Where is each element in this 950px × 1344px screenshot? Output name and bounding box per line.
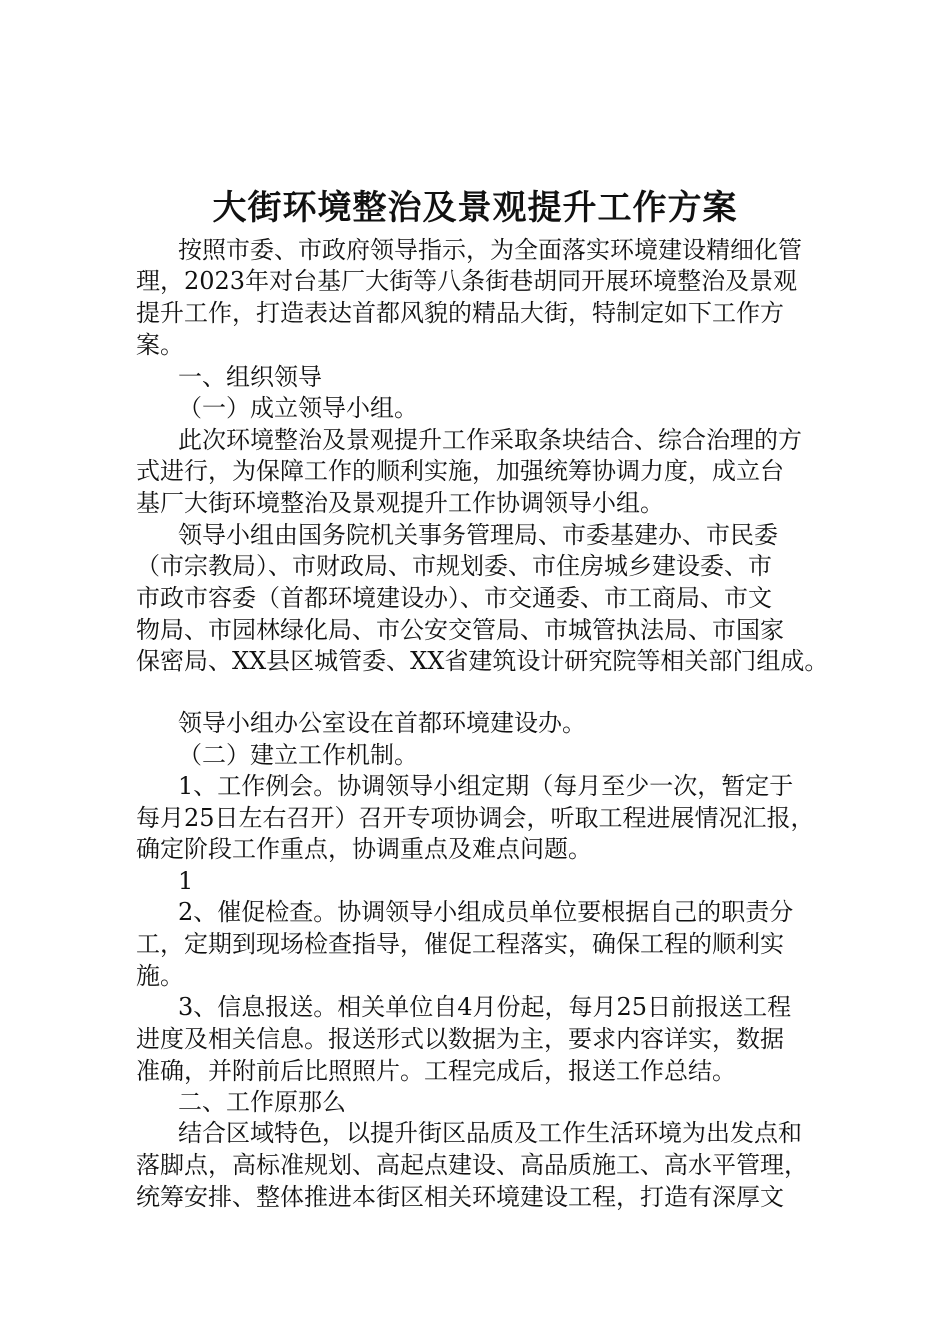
section-heading: 一、组织领导 [178,363,322,391]
paragraph-line: 领导小组由国务院机关事务管理局、市委基建办、市民委 [178,521,778,549]
paragraph-line: 2、催促检查。协调领导小组成员单位要根据自己的职责分 [178,898,794,926]
paragraph-line: 工，定期到现场检查指导，催促工程落实，确保工程的顺利实 [136,930,784,958]
paragraph-line: 市政市容委（首都环境建设办）、市交通委、市工商局、市文 [136,584,772,612]
paragraph-line: 此次环境整治及景观提升工作采取条块结合、综合治理的方 [178,426,802,454]
paragraph-line: 按照市委、市政府领导指示，为全面落实环境建设精细化管 [178,236,802,264]
paragraph-line: 结合区域特色，以提升街区品质及工作生活环境为出发点和 [178,1119,802,1147]
paragraph-line: 保密局、XX县区城管委、XX省建筑设计研究院等相关部门组成。 [136,647,829,675]
subsection-heading: （二）建立工作机制。 [178,741,418,769]
paragraph-line: 基厂大街环境整治及景观提升工作协调领导小组。 [136,489,664,517]
section-heading: 二、工作原那么 [178,1088,346,1116]
paragraph-line: 进度及相关信息。报送形式以数据为主，要求内容详实，数据 [136,1025,784,1053]
paragraph-line: 3、信息报送。相关单位自4月份起，每月25日前报送工程 [178,993,792,1021]
paragraph-line: 领导小组办公室设在首都环境建设办。 [178,709,586,737]
paragraph-line: 式进行，为保障工作的顺利实施，加强统筹协调力度，成立台 [136,457,784,485]
paragraph-line: 确定阶段工作重点，协调重点及难点问题。 [136,835,592,863]
paragraph-line: 准确，并附前后比照照片。工程完成后，报送工作总结。 [136,1057,736,1085]
paragraph-line: 落脚点，高标准规划、高起点建设、高品质施工、高水平管理， [136,1151,808,1179]
paragraph-line: 案。 [136,331,184,359]
page-number: 1 [178,867,194,895]
paragraph-line: 1、工作例会。协调领导小组定期（每月至少一次，暂定于 [178,772,794,800]
paragraph-line: 理，2023年对台基厂大街等八条街巷胡同开展环境整治及景观 [136,267,798,295]
paragraph-line: 物局、市园林绿化局、市公安交管局、市城管执法局、市国家 [136,616,784,644]
document-title: 大街环境整治及景观提升工作方案 [212,188,738,228]
subsection-heading: （一）成立领导小组。 [178,394,418,422]
paragraph-line: 每月25日左右召开）召开专项协调会，听取工程进展情况汇报， [136,804,815,832]
paragraph-line: 施。 [136,962,184,990]
paragraph-line: 提升工作，打造表达首都风貌的精品大街，特制定如下工作方 [136,299,784,327]
paragraph-line: （市宗教局）、市财政局、市规划委、市住房城乡建设委、市 [136,552,772,580]
paragraph-line: 统筹安排、整体推进本街区相关环境建设工程，打造有深厚文 [136,1183,784,1211]
